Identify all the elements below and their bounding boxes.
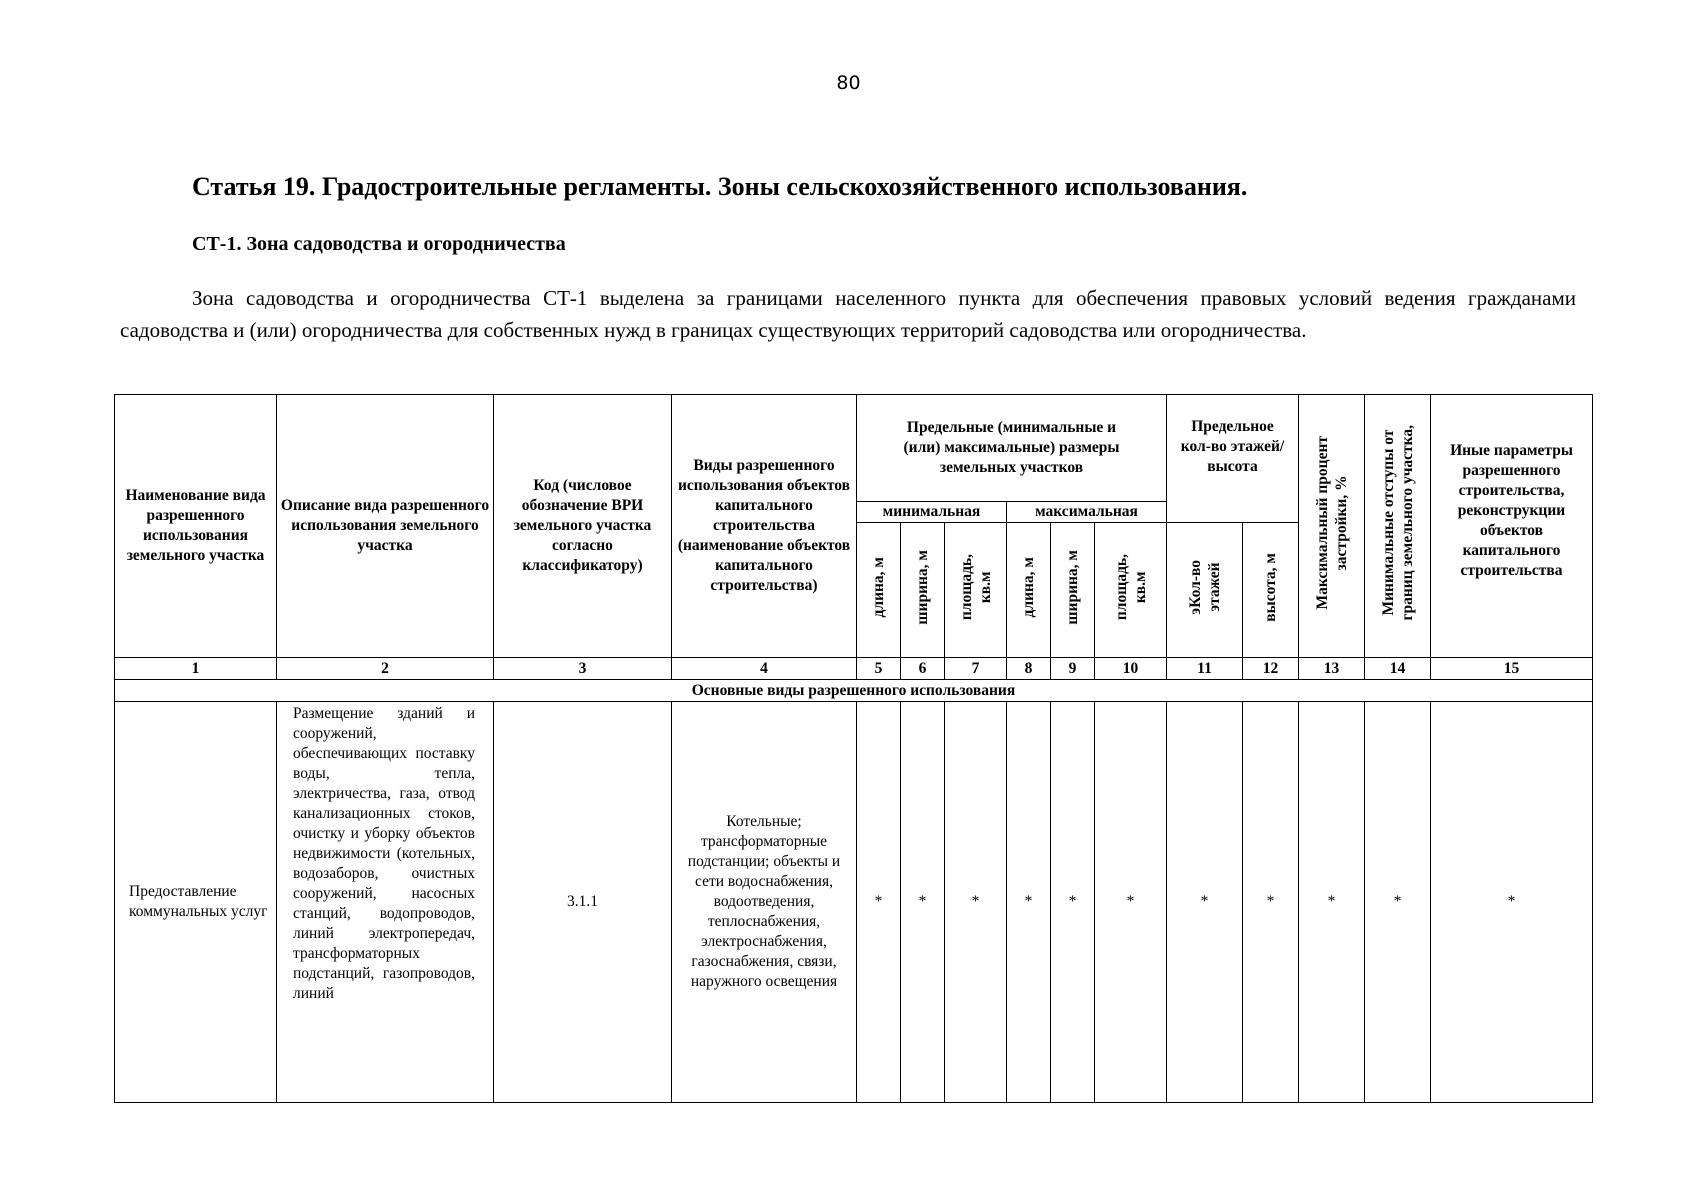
page-number: 80 [836,72,861,94]
article-title: Статья 19. Градостроительные регламенты. Зоны сельскохозяйственного использования. [192,172,1248,201]
header-max-area: площадь, кв.м [1095,523,1167,658]
header-max-width: ширина, м [1051,523,1095,658]
column-number: 7 [945,658,1007,680]
header-max: максимальная [1007,502,1167,523]
header-min: минимальная [857,502,1007,523]
row-value: * [901,702,945,1103]
row-value: * [1365,702,1431,1103]
table-row [115,702,1593,1103]
header-code: Код (числовое обозначение ВРИ земельного участка согласно классификатору) [494,395,672,658]
header-min-setbacks: Минимальные отступы от границ земельного участка, [1365,395,1431,658]
row-code: 3.1.1 [494,702,672,1103]
column-number: 10 [1095,658,1167,680]
header-description: Описание вида разрешенного использования земельного участка [277,395,494,658]
row-value: * [1167,702,1243,1103]
row-value: * [1095,702,1167,1103]
column-number: 3 [494,658,672,680]
column-number: 8 [1007,658,1051,680]
column-number: 14 [1365,658,1431,680]
header-height: высота, м [1243,523,1299,658]
column-numbers-row [115,658,1593,680]
column-number: 6 [901,658,945,680]
column-number: 5 [857,658,901,680]
header-floor-count: эКол-во этажей [1167,523,1243,658]
column-number: 9 [1051,658,1095,680]
header-max-length: длина, м [1007,523,1051,658]
row-value: * [1007,702,1051,1103]
row-value: * [1243,702,1299,1103]
header-min-area: площадь, кв.м [945,523,1007,658]
header-name: Наименование вида разрешенного использования земельного участка [115,395,277,658]
column-number: 15 [1431,658,1593,680]
row-value: * [1051,702,1095,1103]
row-value: * [945,702,1007,1103]
header-floors: Предельное кол-во этажей/ высота [1167,395,1299,523]
section-row [115,680,1593,702]
row-description: Размещение зданий и сооружений, обеспечивающих поставку воды, тепла, электричества, газа, отвод канализационных стоков, очистку и уборку объектов недвижимости (котельных, водозаборов, очистных сооружений, насосных станций, водопроводов, линий электропередач, трансформаторных подстанций, газопроводов, линий [277,702,494,1103]
regulations-table [114,394,1593,1103]
header-capital-uses: Виды разрешенного использования объектов капитального строительства (наименование объектов капитального строительства) [672,395,857,658]
row-value: * [857,702,901,1103]
column-number: 4 [672,658,857,680]
header-min-length: длина, м [857,523,901,658]
row-value: * [1431,702,1593,1103]
column-number: 1 [115,658,277,680]
row-value: * [1299,702,1365,1103]
column-number: 13 [1299,658,1365,680]
header-max-percent: Максимальный процент застройки, % [1299,395,1365,658]
header-min-width: ширина, м [901,523,945,658]
row-name: Предоставление коммунальных услуг [115,702,277,1103]
column-number: 12 [1243,658,1299,680]
column-number: 2 [277,658,494,680]
section-title: Основные виды разрешенного использования [115,680,1593,702]
header-other-params: Иные параметры разрешенного строительства, реконструкции объектов капитального строительства [1431,395,1593,658]
zone-title: СТ-1. Зона садоводства и огородничества [192,233,566,255]
header-plot-sizes: Предельные (минимальные и (или) максимальные) размеры земельных участков [857,395,1167,502]
header-row-1 [115,395,1593,502]
column-number: 11 [1167,658,1243,680]
row-capital-uses: Котельные; трансформаторные подстанции; объекты и сети водоснабжения, водоотведения, теплоснабжения, электроснабжения, газоснабжения, связи, наружного освещения [672,702,857,1103]
intro-paragraph: Зона садоводства и огородничества СТ-1 выделена за границами населенного пункта для обеспечения правовых условий ведения гражданами садоводства и (или) огородничества для собственных нужд в границах существующих территорий садоводства или огородничества. [120,286,1576,342]
